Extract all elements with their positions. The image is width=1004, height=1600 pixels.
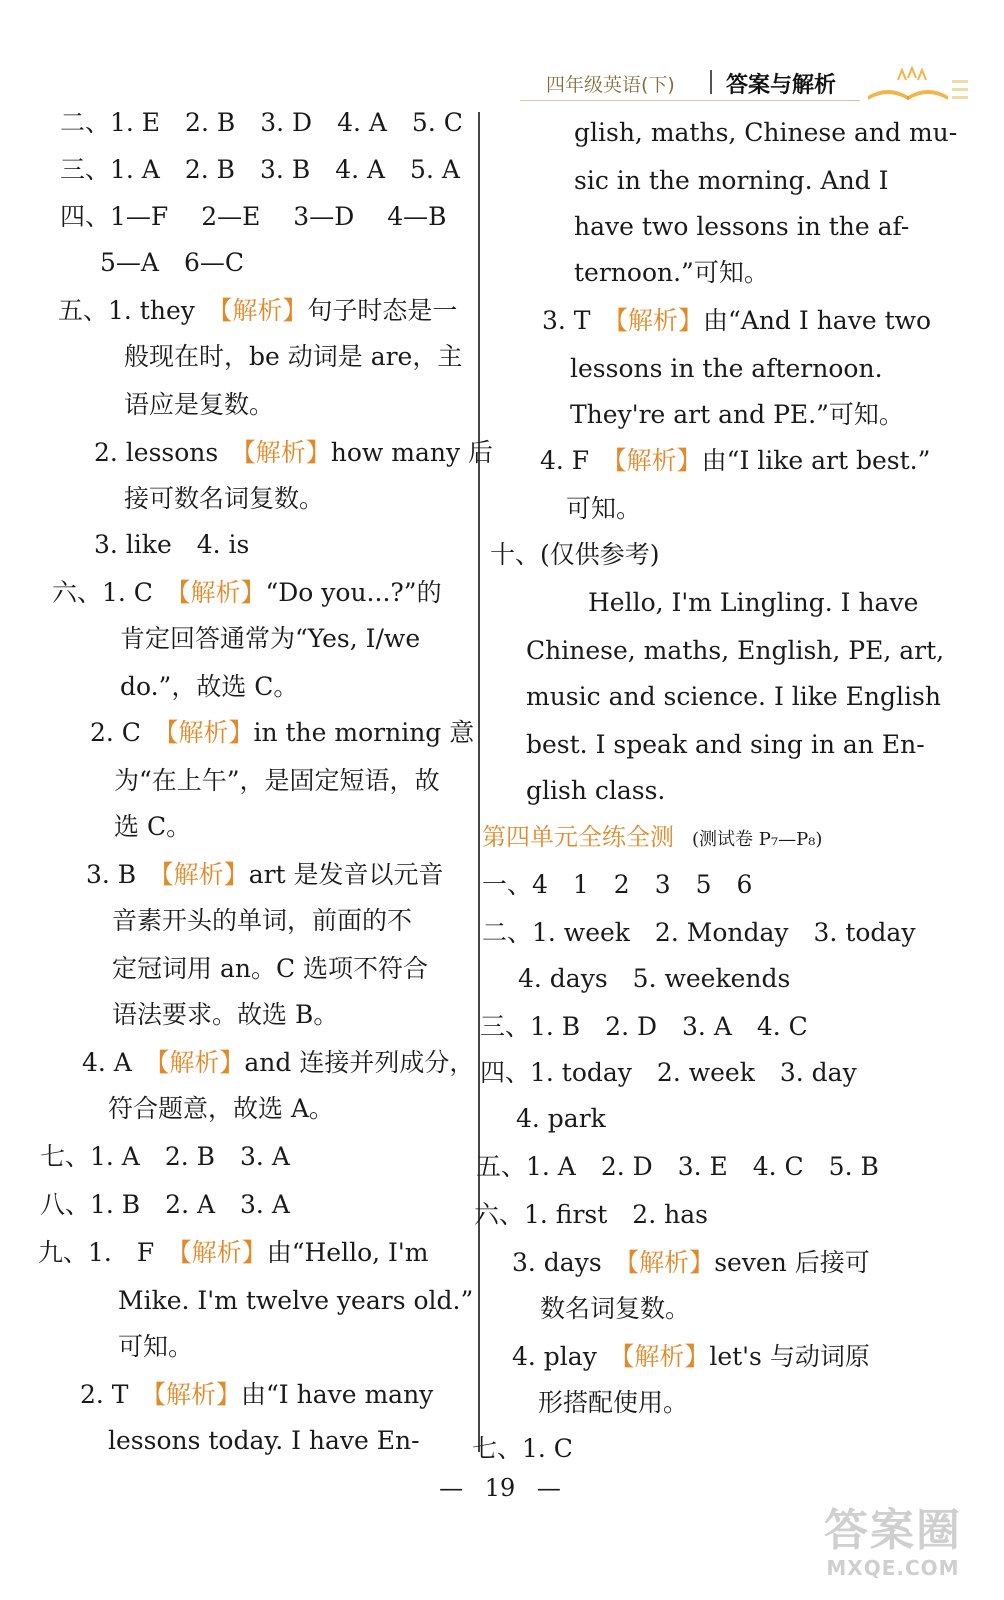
answer-line (542, 306, 931, 336)
analysis-tag: 【解析】 (614, 446, 702, 475)
page-number: 19 (484, 1474, 516, 1502)
answer-line: 二、1. week 2. Monday 3. today (482, 918, 916, 947)
analysis-tag: 【解析】 (626, 1248, 715, 1277)
analysis-tag: 【解析】 (153, 1380, 241, 1409)
answer-text: 2. lessons (94, 438, 244, 467)
analysis-tag: 【解析】 (161, 860, 249, 889)
answer-line: have two lessons in the af- (574, 212, 910, 241)
section-title: 第四单元全练全测 (482, 823, 674, 851)
answer-text: 3. B (86, 860, 162, 889)
section-note: (测试卷 P₇—P₈) (692, 829, 823, 850)
answer-text: 3. T (542, 306, 616, 335)
answer-line: 四、1. today 2. week 3. day (480, 1058, 857, 1087)
answer-line: best. I speak and sing in an En- (526, 730, 925, 759)
answer-text: 由“And I have two (703, 306, 932, 335)
answer-line: 可知。 (118, 1332, 194, 1361)
header-rule (520, 100, 860, 101)
answer-text: 句子时态是一 (307, 296, 458, 325)
answer-line: 八、1. B 2. A 3. A (40, 1190, 290, 1219)
analysis-tag: 【解析】 (179, 1238, 267, 1267)
analysis-tag: 【解析】 (243, 438, 331, 467)
page-footer (400, 1474, 600, 1502)
answer-line: 七、1. C (472, 1434, 573, 1463)
answer-text: 六、1. C (52, 578, 178, 607)
answer-text: 由“I like art best.” (701, 446, 931, 475)
section-heading (482, 822, 822, 855)
answer-line: 为“在上午”，是固定短语，故 (114, 766, 440, 795)
answer-line: 符合题意，故选 A。 (108, 1094, 335, 1123)
answer-line (540, 446, 930, 476)
answer-line (90, 718, 474, 748)
analysis-tag: 【解析】 (621, 1342, 710, 1371)
answer-line (52, 578, 442, 608)
answer-line: 语法要求。故选 B。 (112, 1000, 339, 1029)
analysis-tag: 【解析】 (219, 296, 308, 325)
answer-text: 由“I have many (241, 1380, 434, 1409)
header-separator (710, 70, 712, 94)
answer-line (38, 1238, 429, 1268)
answer-line: ternoon.”可知。 (574, 258, 769, 287)
answer-line: 5—A 6—C (100, 248, 244, 277)
answer-text: art 是发音以元音 (248, 860, 444, 889)
answer-text: in the morning 意 (253, 718, 475, 747)
answer-text: 4. A (82, 1048, 157, 1077)
watermark (808, 1506, 978, 1586)
answer-line: 音素开头的单词，前面的不 (112, 906, 413, 935)
answer-line: 4. park (516, 1104, 606, 1133)
answer-line (58, 296, 457, 326)
analysis-tag: 【解析】 (615, 306, 703, 335)
answer-text: 五、1. they (58, 296, 220, 325)
answer-line: 三、1. A 2. B 3. B 4. A 5. A (60, 155, 460, 184)
answer-line: 四、1—F 2—E 3—D 4—B (60, 202, 447, 231)
header-title: 答案与解析 (726, 73, 837, 98)
answer-line: lessons in the afternoon. (570, 354, 883, 383)
answer-text: 4. F (540, 446, 615, 475)
answer-line: Chinese, maths, English, PE, art, (526, 636, 945, 665)
column-divider (478, 112, 480, 1452)
answer-text: 九、1. F (38, 1238, 180, 1267)
answer-line: 三、1. B 2. D 3. A 4. C (480, 1012, 808, 1041)
answer-text: 由“Hello, I'm (266, 1238, 429, 1267)
answer-line: lessons today. I have En- (108, 1426, 420, 1455)
watermark-main: 答案圈 (824, 1505, 962, 1556)
answer-line: glish, maths, Chinese and mu- (574, 118, 958, 147)
answer-line: 般现在时，be 动词是 are，主 (124, 342, 463, 371)
answer-line: 一、4 1 2 3 5 6 (482, 870, 753, 899)
answer-line: 定冠词用 an。C 选项不符合 (112, 954, 429, 983)
footer-dash-right: — (536, 1474, 561, 1502)
answer-line: 选 C。 (114, 812, 192, 841)
footer-dash-left: — (439, 1474, 464, 1502)
answer-line (86, 860, 444, 890)
watermark-url: MXQE.COM (826, 1556, 960, 1580)
page-header (520, 66, 970, 110)
answer-text: and 连接并列成分， (244, 1048, 475, 1077)
answer-line: 可知。 (566, 494, 642, 523)
analysis-tag: 【解析】 (156, 1048, 245, 1077)
answer-line: Mike. I'm twelve years old.” (118, 1286, 474, 1315)
answer-text: seven 后接可 (714, 1248, 870, 1277)
answer-line: 3. like 4. is (94, 530, 250, 559)
answer-text: 2. T (80, 1380, 154, 1409)
answer-line: 肯定回答通常为“Yes, I/we (120, 624, 421, 653)
open-book-icon (860, 66, 970, 110)
answer-line (94, 438, 493, 468)
answer-line: They're art and PE.”可知。 (570, 400, 904, 429)
header-subtitle: 四年级英语(下) (546, 74, 675, 96)
answer-text: how many 后 (330, 438, 494, 467)
answer-line: Hello, I'm Lingling. I have (588, 588, 919, 617)
answer-line: do.”，故选 C。 (120, 672, 299, 701)
answer-line (82, 1048, 474, 1078)
answer-line (512, 1342, 870, 1372)
answer-text: 3. days (512, 1248, 627, 1277)
answer-text: 4. play (512, 1342, 622, 1371)
answer-line: glish class. (526, 776, 666, 805)
answer-line: sic in the morning. And I (574, 166, 889, 195)
answer-line: 接可数名词复数。 (124, 484, 325, 513)
answer-line: 二、1. E 2. B 3. D 4. A 5. C (60, 108, 463, 137)
answer-line: 数名词复数。 (540, 1294, 691, 1323)
answer-line (80, 1380, 433, 1410)
answer-text: 2. C (90, 718, 166, 747)
answer-line: 形搭配使用。 (538, 1388, 689, 1417)
analysis-tag: 【解析】 (165, 718, 254, 747)
answer-line: 五、1. A 2. D 3. E 4. C 5. B (476, 1152, 879, 1181)
answer-line: 六、1. first 2. has (474, 1200, 708, 1229)
analysis-tag: 【解析】 (177, 578, 266, 607)
answer-text: “Do you...?”的 (265, 578, 442, 607)
answer-line: 语应是复数。 (124, 390, 275, 419)
answer-line: 4. days 5. weekends (518, 964, 791, 993)
answer-line (512, 1248, 870, 1278)
answer-text: let's 与动词原 (709, 1342, 870, 1371)
answer-line: 七、1. A 2. B 3. A (40, 1142, 290, 1171)
answer-line: 十、(仅供参考) (490, 540, 660, 569)
answer-line: music and science. I like English (526, 682, 941, 711)
